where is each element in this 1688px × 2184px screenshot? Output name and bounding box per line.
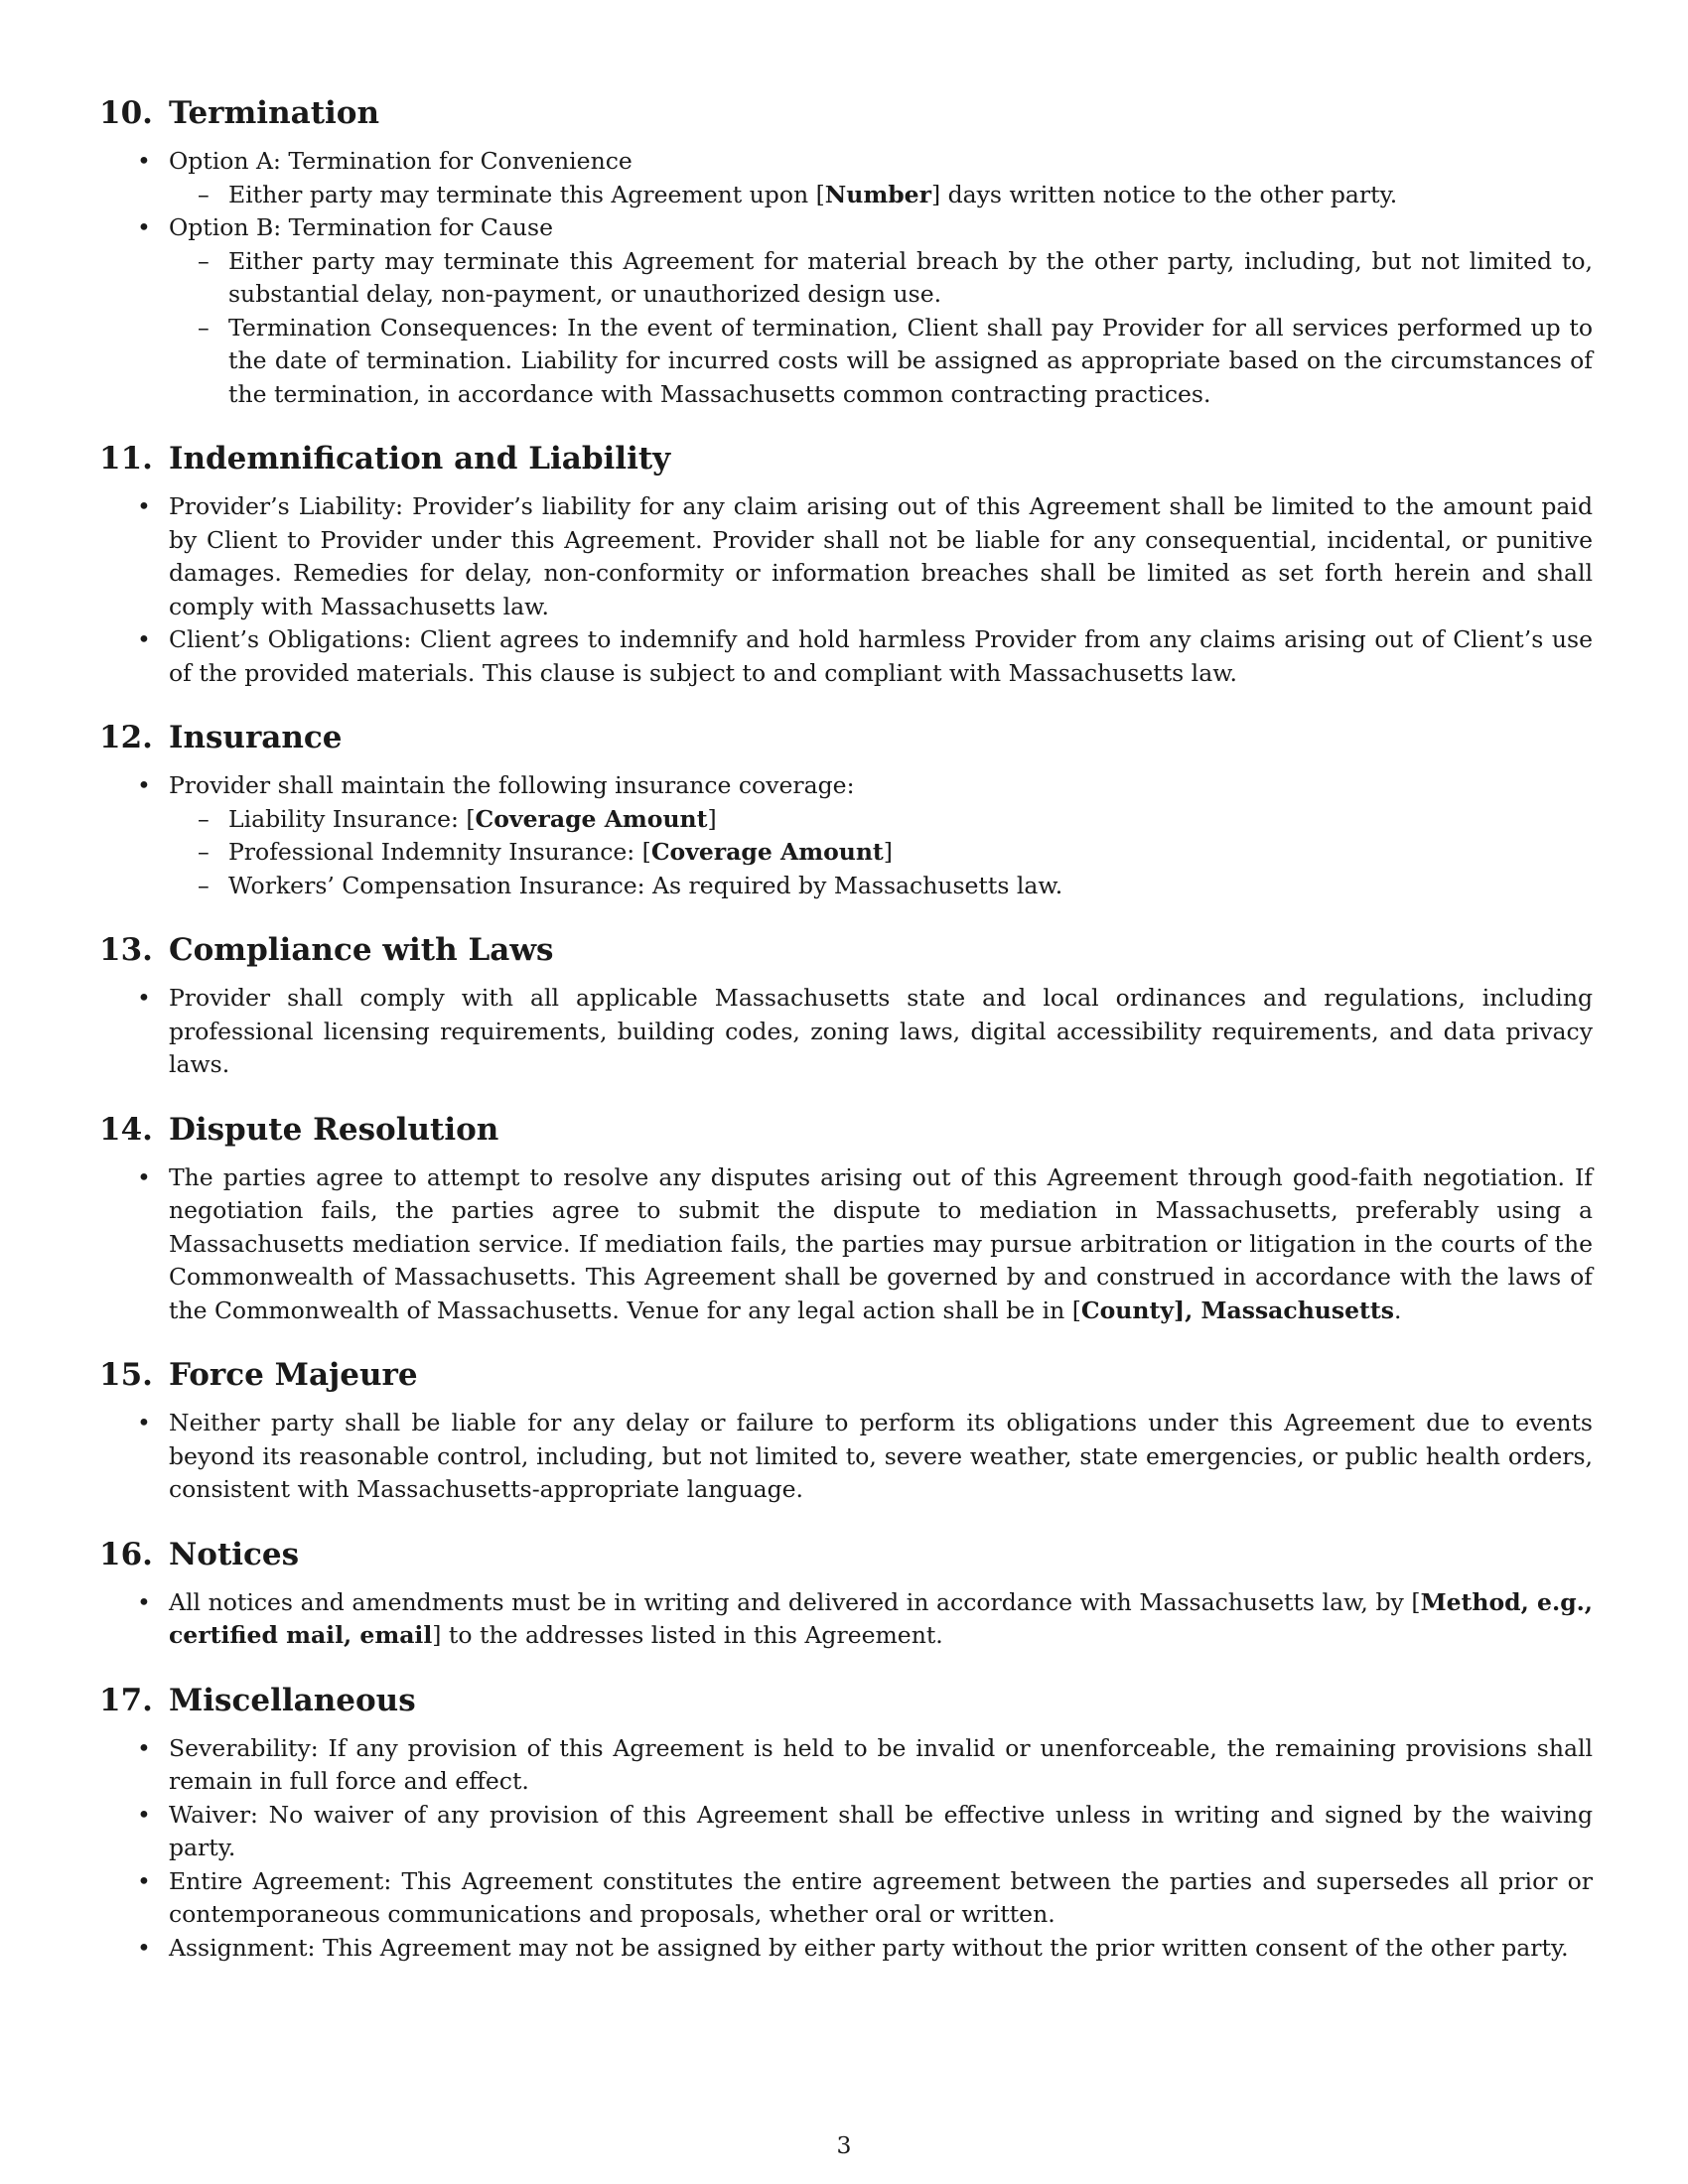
list-item: • Severability: If any provision of this Agreement is held to be invalid or unenforceable, the remaining provisions shall remain in full force and effect.	[99, 1732, 1593, 1799]
text-span: Professional Indemnity Insurance: [	[228, 838, 651, 866]
section-title: Notices	[168, 1536, 300, 1572]
list-item	[99, 769, 1593, 902]
section-number: 16.	[99, 1536, 153, 1572]
list-item: • Client’s Obligations: Client agrees to indemnify and hold harmless Provider from any claims arising out of Client’s use of the provided materials. This clause is subject to and compliant with Massachusetts law.	[99, 623, 1593, 690]
section-miscellaneous	[99, 1679, 1593, 1966]
text-span: ]	[707, 804, 717, 833]
section-heading	[99, 928, 1593, 972]
text-span: All notices and amendments must be in writing and delivered in accordance with Massachusetts law, by [	[169, 1587, 1421, 1616]
list-item	[99, 145, 1593, 211]
section-title: Dispute Resolution	[168, 1111, 499, 1148]
text-span: Provider shall maintain the following insurance coverage:	[169, 771, 855, 799]
sub-list	[169, 179, 1593, 212]
bullet-list	[99, 1407, 1593, 1507]
list-item: • Entire Agreement: This Agreement constitutes the entire agreement between the parties and supersedes all prior or contemporaneous communications and proposals, whether oral or written.	[99, 1865, 1593, 1932]
section-force-majeure	[99, 1353, 1593, 1507]
bullet-list	[99, 490, 1593, 690]
section-compliance	[99, 928, 1593, 1082]
list-item	[99, 211, 1593, 411]
text-span: ]	[883, 838, 893, 866]
section-title: Force Majeure	[168, 1357, 418, 1393]
placeholder-state: Massachusetts	[1200, 1296, 1394, 1324]
option-b-label: Option B: Termination for Cause	[169, 213, 553, 241]
sub-list-item	[169, 803, 1593, 837]
section-number: 15.	[99, 1357, 153, 1393]
bullet-list	[99, 145, 1593, 411]
section-number: 14.	[99, 1111, 153, 1148]
section-title: Miscellaneous	[168, 1682, 416, 1718]
section-number: 10.	[99, 95, 153, 131]
section-number: 11.	[99, 441, 153, 477]
bullet-list	[99, 769, 1593, 902]
list-item	[99, 1161, 1593, 1328]
sub-list-item: – Either party may terminate this Agreement for material breach by the other party, including, but not limited to, substantial delay, non-payment, or unauthorized design use.	[169, 245, 1593, 312]
list-item: • Waiver: No waiver of any provision of this Agreement shall be effective unless in writing and signed by the waiving party.	[99, 1799, 1593, 1865]
sub-list-item: – Termination Consequences: In the event of termination, Client shall pay Provider for all services performed up to the date of termination. Liability for incurred costs will be assigned as appropriate based on the circumstances of the termination, in accordance with Massachusetts common contracting practices.	[169, 312, 1593, 412]
placeholder-coverage-amount: Coverage Amount	[475, 804, 708, 833]
section-number: 13.	[99, 932, 153, 968]
document-page	[99, 91, 1593, 1990]
section-heading	[99, 1679, 1593, 1722]
list-item	[99, 1586, 1593, 1653]
text-span: Either party may terminate this Agreement upon [	[228, 180, 825, 208]
placeholder-number: Number	[824, 180, 931, 208]
sub-list-item	[169, 836, 1593, 870]
placeholder-county: County	[1080, 1296, 1174, 1324]
placeholder-method: Method, e.g., certified mail, email	[169, 1587, 1593, 1649]
text-span: ],	[1173, 1296, 1201, 1324]
section-number: 12.	[99, 720, 153, 755]
section-dispute-resolution	[99, 1108, 1593, 1328]
section-termination	[99, 91, 1593, 411]
section-heading	[99, 1353, 1593, 1397]
list-item: • Assignment: This Agreement may not be assigned by either party without the prior written consent of the other party.	[99, 1932, 1593, 1966]
option-a-label: Option A: Termination for Convenience	[169, 147, 633, 175]
section-title: Indemnification and Liability	[168, 441, 671, 477]
bullet-list	[99, 1586, 1593, 1653]
section-notices	[99, 1533, 1593, 1653]
sub-list	[169, 803, 1593, 903]
text-span: ] to the addresses listed in this Agreement.	[432, 1621, 943, 1649]
section-heading	[99, 1108, 1593, 1152]
placeholder-coverage-amount: Coverage Amount	[650, 838, 884, 866]
section-heading	[99, 437, 1593, 480]
text-span: Liability Insurance: [	[228, 804, 476, 833]
sub-list-item	[169, 179, 1593, 212]
list-item: • Provider shall comply with all applicable Massachusetts state and local ordinances and regulations, including professional licensing requirements, building codes, zoning laws, digital accessibility requirements, and data privacy laws.	[99, 982, 1593, 1082]
sub-list	[169, 245, 1593, 412]
bullet-list	[99, 982, 1593, 1082]
section-heading	[99, 91, 1593, 135]
list-item: • Provider’s Liability: Provider’s liability for any claim arising out of this Agreement shall be limited to the amount paid by Client to Provider under this Agreement. Provider shall not be liable for any consequential, incidental, or punitive damages. Remedies for delay, non-conformity or information breaches shall be limited as set forth herein and shall comply with Massachusetts law.	[99, 490, 1593, 623]
section-title: Termination	[168, 95, 380, 131]
bullet-list	[99, 1161, 1593, 1328]
section-title: Insurance	[168, 720, 343, 755]
section-insurance	[99, 716, 1593, 902]
text-span: The parties agree to attempt to resolve any disputes arising out of this Agreement through good-faith negotiation. If negotiation fails, the parties agree to submit the dispute to mediation in Massachusetts, preferably using a Massachusetts mediation service. If mediation fails, the parties may pursue arbitration or litigation in the courts of the Commonwealth of Massachusetts. This Agreement shall be governed by and construed in accordance with the laws of the Commonwealth of Massachusetts. Venue for any legal action shall be in [	[169, 1162, 1593, 1324]
section-indemnification	[99, 437, 1593, 690]
bullet-list	[99, 1732, 1593, 1966]
list-item: • Neither party shall be liable for any delay or failure to perform its obligations under this Agreement due to events beyond its reasonable control, including, but not limited to, severe weather, state emergencies, or public health orders, consistent with Massachusetts-appropriate language.	[99, 1407, 1593, 1507]
section-title: Compliance with Laws	[168, 932, 554, 968]
text-span: ] days written notice to the other party.	[930, 180, 1398, 208]
page-number: 3	[836, 2131, 852, 2159]
sub-list-item: – Workers’ Compensation Insurance: As required by Massachusetts law.	[169, 870, 1593, 903]
text-span: .	[1394, 1296, 1402, 1324]
section-heading	[99, 1533, 1593, 1576]
section-heading	[99, 716, 1593, 759]
section-number: 17.	[99, 1682, 153, 1718]
